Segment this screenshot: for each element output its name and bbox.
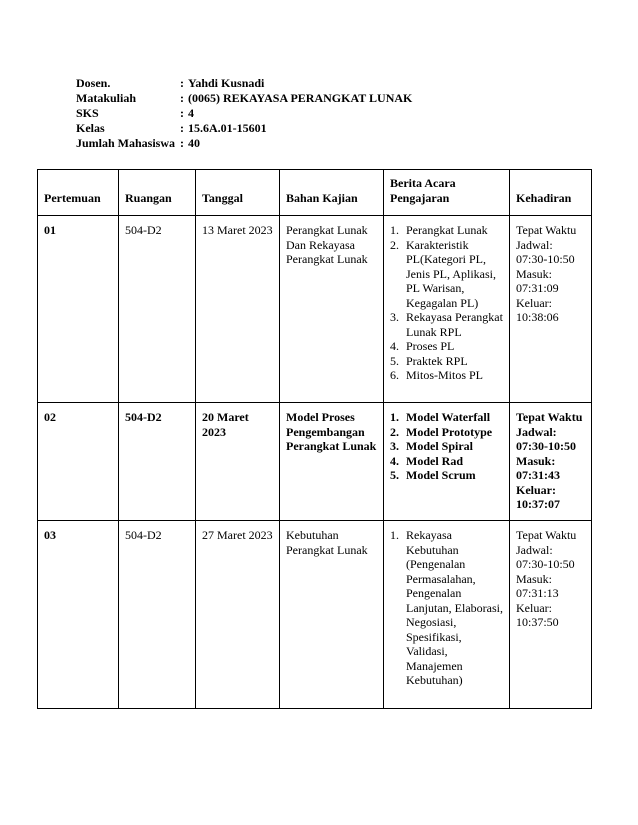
cell-ruangan: 504-D2 <box>119 521 196 709</box>
list-number: 2. <box>390 237 399 252</box>
list-number: 5. <box>390 353 399 368</box>
table-header-row <box>38 170 592 216</box>
info-label: Kelas <box>76 121 105 135</box>
info-separator: : <box>180 91 184 105</box>
list-number: 1. <box>390 410 399 424</box>
cell-berita-acara <box>384 403 510 521</box>
cell-pertemuan: 02 <box>38 403 119 521</box>
cell-tanggal: 20 Maret 2023 <box>196 403 280 521</box>
table-row <box>38 216 592 403</box>
kehadiran-masuk-value: 07:31:13 <box>516 586 559 600</box>
list-number: 3. <box>390 310 399 324</box>
topic-list <box>390 528 505 688</box>
cell-bahan-kajian: Model Proses Pengembangan Perangkat Lunak <box>280 403 384 521</box>
cell-bahan-kajian: Perangkat Lunak Dan Rekayasa Perangkat Lunak <box>280 216 384 403</box>
list-number: 1. <box>390 223 399 237</box>
list-text: Model Prototype <box>406 424 493 439</box>
info-value: (0065) REKAYASA PERANGKAT LUNAK <box>188 91 413 105</box>
list-number: 1. <box>390 528 399 542</box>
list-number: 5. <box>390 468 399 482</box>
info-row-jumlah-mahasiswa <box>76 136 412 151</box>
info-value: 40 <box>188 136 200 150</box>
kehadiran-jadwal-value: 07:30-10:50 <box>516 439 576 453</box>
kehadiran-masuk-label: Masuk: <box>516 266 552 281</box>
header-berita-acara: Berita Acara Pengajaran <box>384 170 510 216</box>
kehadiran-masuk-value: 07:31:43 <box>516 468 560 482</box>
list-text: Mitos-Mitos PL <box>406 368 484 382</box>
cell-ruangan: 504-D2 <box>119 403 196 521</box>
attendance-table <box>37 169 592 709</box>
header-tanggal: Tanggal <box>196 170 280 216</box>
table-row <box>38 521 592 709</box>
kehadiran-jadwal-label: Jadwal: <box>516 424 557 439</box>
course-info <box>76 76 412 151</box>
cell-berita-acara <box>384 521 510 709</box>
kehadiran-jadwal-label: Jadwal: <box>516 237 553 252</box>
kehadiran-keluar-label: Keluar: <box>516 482 556 497</box>
cell-kehadiran <box>510 521 592 709</box>
info-label: Dosen. <box>76 76 111 90</box>
info-separator: : <box>180 76 184 90</box>
info-separator: : <box>180 106 184 120</box>
kehadiran-keluar-value: 10:37:07 <box>516 497 560 511</box>
list-text: Model Spiral <box>406 439 474 453</box>
table-row <box>38 403 592 521</box>
list-text: Model Scrum <box>406 468 476 482</box>
kehadiran-keluar-value: 10:37:50 <box>516 615 559 629</box>
list-item <box>390 454 505 469</box>
cell-pertemuan: 01 <box>38 216 119 403</box>
info-label: Jumlah Mahasiswa <box>76 136 176 150</box>
info-separator: : <box>180 121 184 135</box>
info-value: 4 <box>188 106 194 120</box>
info-row-matakuliah <box>76 91 412 106</box>
kehadiran-status: Tepat Waktu <box>516 410 583 424</box>
list-text: Proses PL <box>406 339 455 353</box>
info-separator: : <box>180 136 184 150</box>
list-item <box>390 368 505 383</box>
kehadiran-masuk-label: Masuk: <box>516 571 552 586</box>
kehadiran-jadwal-value: 07:30-10:50 <box>516 557 575 571</box>
list-item <box>390 439 505 454</box>
cell-kehadiran <box>510 403 592 521</box>
info-row-dosen <box>76 76 412 91</box>
cell-ruangan: 504-D2 <box>119 216 196 403</box>
list-number: 2. <box>390 424 399 439</box>
cell-bahan-kajian: Kebutuhan Perangkat Lunak <box>280 521 384 709</box>
kehadiran-keluar-label: Keluar: <box>516 600 552 615</box>
list-item <box>390 310 505 339</box>
kehadiran-status: Tepat Waktu <box>516 223 577 237</box>
topic-list <box>390 223 505 383</box>
topic-list <box>390 410 505 483</box>
kehadiran-status: Tepat Waktu <box>516 528 577 542</box>
list-number: 4. <box>390 339 399 353</box>
kehadiran-masuk-value: 07:31:09 <box>516 281 559 295</box>
list-text: Model Waterfall <box>406 410 491 424</box>
header-kehadiran: Kehadiran <box>510 170 592 216</box>
kehadiran-jadwal-label: Jadwal: <box>516 542 553 557</box>
kehadiran-keluar-label: Keluar: <box>516 295 552 310</box>
info-row-sks <box>76 106 412 121</box>
list-number: 6. <box>390 368 399 382</box>
cell-berita-acara <box>384 216 510 403</box>
info-value: 15.6A.01-15601 <box>188 121 267 135</box>
list-item <box>390 425 505 440</box>
list-text: Model Rad <box>406 453 463 468</box>
info-label: Matakuliah <box>76 91 137 105</box>
list-number: 4. <box>390 453 399 468</box>
kehadiran-masuk-label: Masuk: <box>516 453 556 468</box>
kehadiran-jadwal-value: 07:30-10:50 <box>516 252 575 266</box>
info-value: Yahdi Kusnadi <box>188 76 265 90</box>
header-ruangan: Ruangan <box>119 170 196 216</box>
list-item <box>390 528 505 688</box>
list-text: Rekayasa Kebutuhan (Pengenalan Permasalahan, Pengenalan Lanjutan, Elaborasi, Negosiasi, Spesifikasi, Validasi, Manajemen Kebutuhan) <box>406 528 503 687</box>
list-text: Perangkat Lunak <box>406 223 488 237</box>
list-item <box>390 238 505 311</box>
cell-tanggal: 27 Maret 2023 <box>196 521 280 709</box>
list-item <box>390 339 505 354</box>
header-bahan-kajian: Bahan Kajian <box>280 170 384 216</box>
cell-tanggal: 13 Maret 2023 <box>196 216 280 403</box>
list-text: Rekayasa Perangkat Lunak RPL <box>406 310 503 339</box>
header-pertemuan: Pertemuan <box>38 170 119 216</box>
list-item <box>390 354 505 369</box>
list-item <box>390 468 505 483</box>
kehadiran-keluar-value: 10:38:06 <box>516 310 559 324</box>
list-number: 3. <box>390 439 399 453</box>
list-item <box>390 410 505 425</box>
list-text: Karakteristik PL(Kategori PL, Jenis PL, Aplikasi, PL Warisan, Kegagalan PL) <box>406 237 497 310</box>
cell-kehadiran <box>510 216 592 403</box>
list-text: Praktek RPL <box>406 353 468 368</box>
list-item <box>390 223 505 238</box>
info-label: SKS <box>76 106 99 120</box>
info-row-kelas <box>76 121 412 136</box>
cell-pertemuan: 03 <box>38 521 119 709</box>
